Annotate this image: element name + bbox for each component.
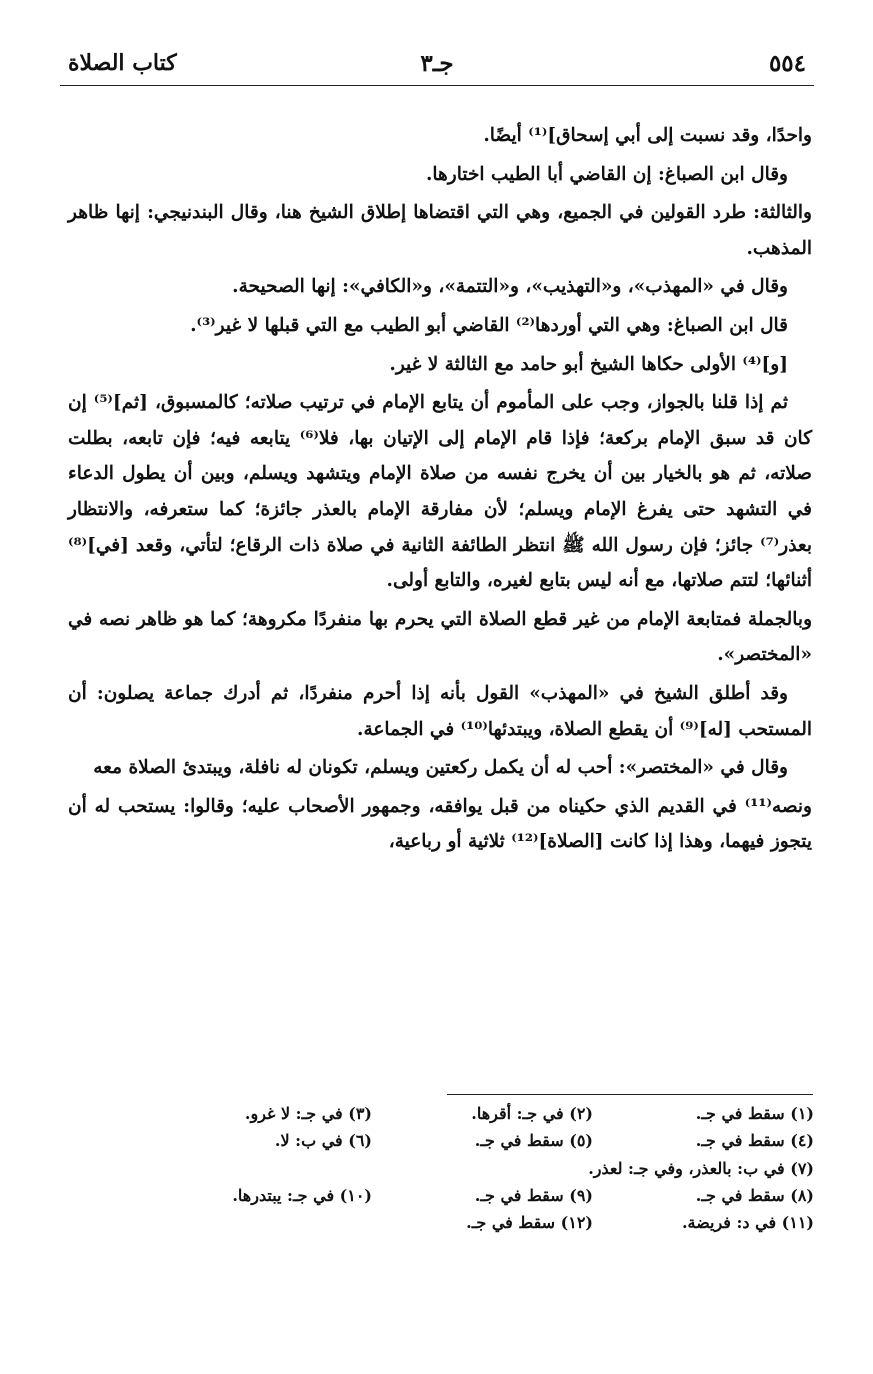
paragraph: وقال في «المهذب»، و«التهذيب»، و«التتمة»، و«الكافي»: إنها الصحيحة. <box>232 276 788 298</box>
paragraph: وقد أطلق الشيخ في «المهذب» القول بأنه إذا أحرم منفردًا، ثم أدرك جماعة يصلون: أن المستحب [له]⁽⁹⁾ أن يقطع الصلاة، ويبتدئها⁽¹⁰⁾ في الجماعة. <box>68 682 812 740</box>
paragraph: ونصه⁽¹¹⁾ في القديم الذي حكيناه من قبل يوافقه، وجمهور الأصحاب عليه؛ وقالوا: يستحب له أن يتجوز فيهما، وهذا إذا كانت [الصلاة]⁽¹²⁾ ثلاثية أو رباعية، <box>68 795 812 853</box>
page-header <box>60 46 814 86</box>
footnote: (١٠) في جـ: يبتدرها. <box>232 1185 372 1205</box>
paragraph: ثم إذا قلنا بالجواز، وجب على المأموم أن يتابع الإمام في ترتيب صلاته؛ كالمسبوق، [ثم]⁽⁵⁾ إن كان قد سبق الإمام بركعة؛ فإذا قام الإمام إلى الإتيان بها، فلا⁽⁶⁾ يتابعه فيه؛ فإن تابعه، بطلت صلاته، ثم هو بالخيار بين أن يخرج نفسه من صلاة الإمام ويتشهد ويسلم، وبين أن يطول الدعاء في التشهد حتى يفرغ الإمام ويسلم؛ لأن مفارقة الإمام بالعذر جائزة؛ كما ستعرفه، والانتظار بعذر⁽⁷⁾ جائز؛ فإن رسول الله ﷺ انتظر الطائفة الثانية في صلاة ذات الرقاع؛ لتأتي، وقعد [في]⁽⁸⁾ أثنائها؛ لتتم صلاتها، مع أنه ليس بتابع لغيره، والتابع أولى. <box>68 392 812 592</box>
footnote-row <box>150 1100 814 1127</box>
footnote: (٨) سقط في جـ. <box>695 1185 814 1205</box>
paragraph: وبالجملة فمتابعة الإمام من غير قطع الصلاة التي يحرم بها منفردًا مكروهة؛ كما هو ظاهر نصه في «المختصر». <box>68 608 812 666</box>
footnote-row <box>150 1127 814 1154</box>
footnote: (٢) في جـ: أقرها. <box>471 1104 593 1123</box>
footnote-rule <box>447 1094 813 1095</box>
footnote: (١) سقط في جـ. <box>695 1104 814 1123</box>
footnote: (٣) في جـ: لا غرو. <box>244 1104 372 1123</box>
footnote: (١١) في د: فريضة. <box>681 1213 814 1233</box>
book-title: كتاب الصلاة <box>68 50 177 76</box>
paragraph: وقال في «المختصر»: أحب له أن يكمل ركعتين ويسلم، تكونان له نافلة، ويبتدئ الصلاة معه <box>93 757 788 779</box>
volume-label: جـ٣ <box>420 50 454 77</box>
page-number: ٥٥٤ <box>768 50 806 77</box>
paragraph: والثالثة: طرد القولين في الجميع، وهي التي اقتضاها إطلاق الشيخ هنا، وقال البندنيجي: إنها ظاهر المذهب. <box>68 202 812 259</box>
paragraph: قال ابن الصباغ: وهي التي أوردها⁽²⁾ القاضي أبو الطيب مع التي قبلها لا غير⁽³⁾. <box>190 314 788 336</box>
footnote: (٧) في ب: بالعذر، وفي جـ: لعذر. <box>588 1158 814 1178</box>
paragraph: [و]⁽⁴⁾ الأولى حكاها الشيخ أبو حامد مع الثالثة لا غير. <box>389 353 788 375</box>
footnote: (١٢) سقط في جـ. <box>466 1213 593 1233</box>
footnote-row <box>150 1182 814 1209</box>
footnote-row <box>150 1155 814 1182</box>
footnote: (٦) في ب: لا. <box>274 1131 372 1151</box>
footnote: (٥) سقط في جـ. <box>474 1131 593 1151</box>
main-text <box>68 118 812 863</box>
header-rule <box>60 85 814 86</box>
footnote: (٩) سقط في جـ. <box>474 1185 593 1205</box>
footnote-row <box>150 1209 814 1236</box>
paragraph: وقال ابن الصباغ: إن القاضي أبا الطيب اختارها. <box>425 163 788 185</box>
footnotes <box>150 1100 814 1236</box>
footnote: (٤) سقط في جـ. <box>695 1131 814 1151</box>
paragraph: واحدًا، وقد نسبت إلى أبي إسحاق]⁽¹⁾ أيضًا. <box>483 125 812 146</box>
